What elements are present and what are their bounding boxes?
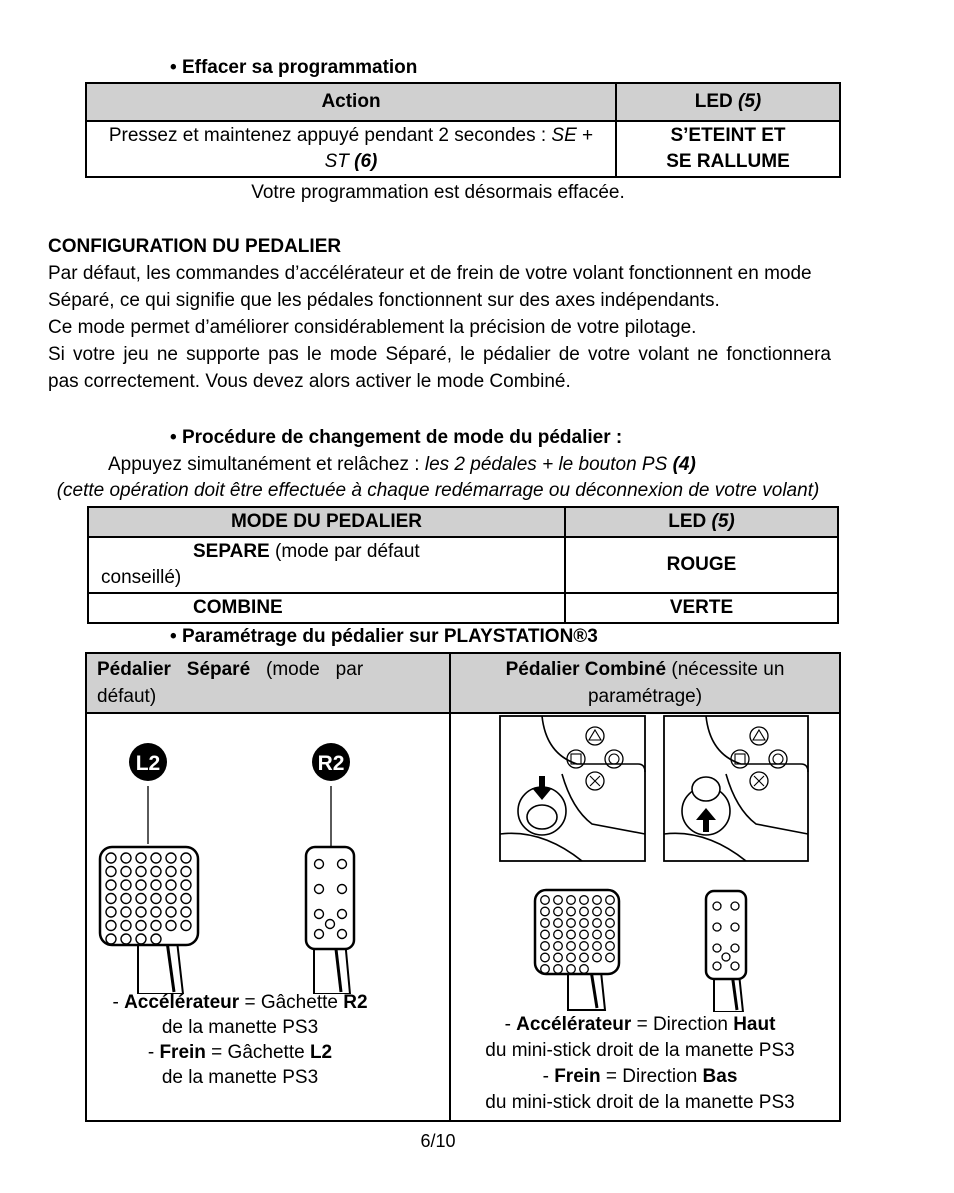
accelerator-pedal-icon: [306, 847, 354, 994]
erase-note: Votre programmation est désormais effacée.: [251, 182, 625, 203]
led-verte-cell: VERTE: [565, 593, 838, 623]
led-rouge-cell: ROUGE: [565, 537, 838, 593]
paragraph-line: Séparé, ce qui signifie que les pédales fonctionnent sur des axes indépendants.: [48, 290, 720, 311]
paragraph-line: Par défaut, les commandes d’accélérateur et de frein de votre volant fonctionnent en mode: [48, 263, 812, 284]
controller-stick-up-icon: [664, 716, 808, 861]
section-title: CONFIGURATION DU PEDALIER: [48, 236, 342, 257]
r2-badge-icon: [312, 743, 350, 781]
combined-brake-pedal-icon: [535, 890, 619, 1010]
bullet-icon: •: [170, 427, 182, 448]
action-cell: Pressez et maintenez appuyé pendant 2 secondes : SE + ST (6): [86, 121, 616, 177]
page-number: 6/10: [420, 1131, 456, 1151]
pedal-mode-table: [87, 506, 839, 624]
paragraph-line: Ce mode permet d’améliorer considérablement la précision de votre pilotage.: [48, 317, 697, 338]
combined-mode-figure: [442, 714, 838, 1012]
paragraph-line: pas correctement. Vous devez alors activer le mode Combiné.: [48, 371, 571, 392]
combined-accelerator-pedal-icon: [706, 891, 746, 1012]
brake-pedal-icon: [100, 847, 198, 994]
paragraph-line: Si votre jeu ne supporte pas le mode Séparé, le pédalier de votre volant ne fonctionnera: [48, 344, 831, 365]
svg-text:L2: L2: [135, 752, 161, 775]
pedal-config-section: [48, 233, 831, 395]
mode-combine-cell: COMBINE: [88, 593, 565, 623]
section-heading-procedure: • Procédure de changement de mode du pédalier :: [170, 427, 623, 448]
procedure-instruction: Appuyez simultanément et relâchez : les 2 pédales + le bouton PS (4): [108, 454, 696, 475]
mode-separe-cell: SEPARE (mode par défaut conseillé): [88, 537, 565, 593]
separate-pedals-figure: [88, 714, 438, 994]
col-mode-header: MODE DU PEDALIER: [88, 507, 565, 537]
col-action-header: Action: [86, 83, 616, 121]
col-combine-header: Pédalier Combiné (nécessite un paramétrage): [450, 653, 840, 713]
bullet-icon: •: [170, 626, 182, 647]
col-separe-header: Pédalier Séparé (mode par défaut): [86, 653, 450, 713]
col-led-header: LED (5): [616, 83, 840, 121]
bullet-icon: •: [170, 57, 182, 78]
controller-stick-down-icon: [500, 716, 645, 861]
erase-table: [85, 82, 841, 178]
l2-badge-icon: [129, 743, 167, 781]
section-heading-erase: • Effacer sa programmation: [170, 57, 418, 78]
procedure-note: (cette opération doit être effectuée à chaque redémarrage ou déconnexion de votre volant): [56, 480, 820, 501]
combine-caption: - Accélérateur = Direction Haut du mini-stick droit de la manette PS3 - Frein = Direction Bas du mini-stick droit de la manette PS3: [485, 1014, 795, 1113]
led-cell: S’ETEINT ET SE RALLUME: [616, 121, 840, 177]
section-heading-ps3: • Paramétrage du pédalier sur PLAYSTATION®3: [170, 626, 598, 647]
col-led-header: LED (5): [565, 507, 838, 537]
svg-text:R2: R2: [317, 752, 345, 775]
separe-caption: - Accélérateur = Gâchette R2 de la manette PS3 - Frein = Gâchette L2 de la manette PS3: [112, 992, 368, 1088]
